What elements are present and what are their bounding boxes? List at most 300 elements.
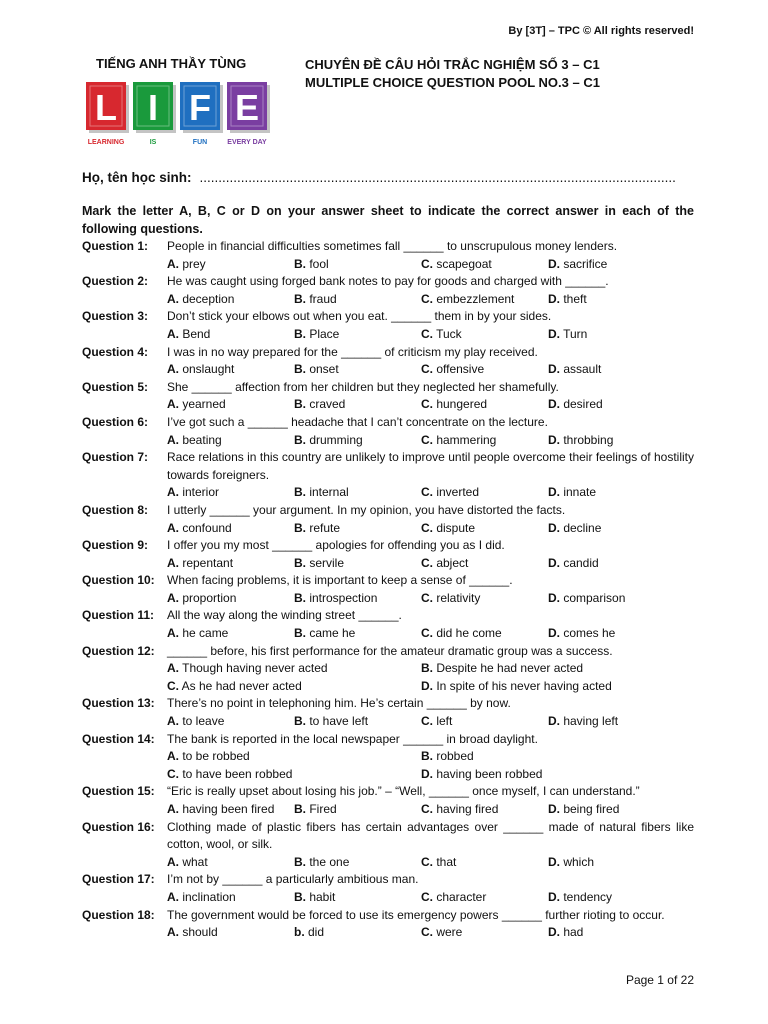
option-letter: C. [167,766,179,781]
option-letter: C. [421,626,433,641]
option-letter: D. [548,362,560,377]
option-letter: A. [167,520,179,535]
question-item [82,819,694,872]
answer-options [167,361,694,379]
answer-option [167,801,294,819]
option-text: proportion [179,590,237,605]
option-text: comes he [560,626,616,641]
answer-option [294,361,421,379]
option-letter: C. [421,555,433,570]
answer-option [294,396,421,414]
option-letter: C. [421,802,433,816]
answer-option [167,766,421,784]
option-text: to have been robbed [179,766,293,781]
answer-option [294,924,421,942]
answer-option [167,854,294,872]
option-letter: A. [167,432,179,447]
answer-option [421,924,548,942]
answer-option [548,590,694,608]
option-letter: D. [421,766,433,781]
option-letter: B. [294,432,306,447]
question-stem: He was caught using forged bank notes to pay for goods and charged with ______. [167,274,609,289]
option-text: had [560,925,584,940]
question-label: Question 18: [82,907,155,922]
answer-option [548,256,694,274]
answer-option [548,396,694,414]
option-letter: C. [421,714,433,729]
option-letter: C. [421,326,433,341]
question-body [167,643,694,696]
question-label: Question 7: [82,450,149,465]
option-letter: A. [167,889,179,904]
option-text: embezzlement [433,291,515,306]
option-letter: D. [548,802,560,816]
answer-option [421,854,548,872]
answer-option [294,801,421,819]
question-stem: She ______ affection from her children but they neglected her shamefully. [167,379,559,394]
option-letter: B. [294,520,306,535]
answer-options [167,801,694,819]
option-text: offensive [433,362,485,377]
question-item [82,344,694,379]
option-text: beating [179,432,222,447]
option-letter: A. [167,397,179,412]
answer-option [294,291,421,309]
option-letter: b. [294,925,305,940]
option-text: Though having never acted [179,661,328,676]
question-body [167,607,694,642]
answer-option [421,291,548,309]
question-body [167,572,694,607]
answer-option [167,361,294,379]
answer-option [421,396,548,414]
answer-option [294,256,421,274]
answer-option [421,660,694,678]
answer-option [548,801,694,819]
answer-option [548,625,694,643]
option-text: introspection [306,590,378,605]
option-letter: B. [294,555,306,570]
question-stem: I’m not by ______ a particularly ambitious man. [167,872,419,887]
answer-options [167,924,694,942]
answer-option [294,590,421,608]
answer-option [421,889,548,907]
question-item [82,379,694,414]
answer-option [421,484,548,502]
question-body [167,819,694,872]
question-label: Question 8: [82,502,149,517]
answer-options [167,555,694,573]
answer-options [167,432,694,450]
option-text: sacrifice [560,256,608,271]
option-text: repentant [179,555,234,570]
option-letter: D. [548,889,560,904]
option-letter: A. [167,362,179,377]
answer-option [294,889,421,907]
question-body [167,238,694,273]
option-text: did he come [433,626,502,641]
answer-option [421,590,548,608]
option-text: Tuck [433,326,462,341]
option-letter: B. [421,661,433,676]
question-stem: There’s no point in telephoning him. He’s certain ______ by now. [167,696,511,711]
option-text: he came [179,626,229,641]
question-stem: I was in no way prepared for the ______ of criticism my play received. [167,344,538,359]
question-item [82,238,694,273]
question-item [82,414,694,449]
question-stem: Don’t stick your elbows out when you eat. ______ them in by your sides. [167,309,552,324]
question-item [82,449,694,502]
option-letter: A. [167,802,179,816]
question-label: Question 9: [82,538,149,553]
answer-option [548,361,694,379]
answer-options [167,396,694,414]
title-line-vietnamese: CHUYÊN ĐỀ CÂU HỎI TRẮC NGHIỆM SỐ 3 – C1 [305,57,600,72]
answer-option [167,555,294,573]
option-letter: A. [167,590,179,605]
answer-option [167,432,294,450]
option-text: yearned [179,397,226,412]
question-label: Question 1: [82,239,149,253]
question-label: Question 10: [82,573,155,588]
option-text: fool [306,256,329,271]
answer-option [421,713,548,731]
option-text: having left [560,714,619,729]
answer-option [294,555,421,573]
option-text: hammering [433,432,497,447]
question-label: Question 5: [82,379,149,394]
question-stem: All the way along the winding street ______. [167,608,402,623]
option-text: character [433,889,487,904]
answer-option [294,713,421,731]
question-label: Question 11: [82,608,155,623]
answer-option [421,625,548,643]
question-stem: The bank is reported in the local newspaper ______ in broad daylight. [167,731,538,746]
question-body [167,502,694,537]
question-stem: I’ve got such a ______ headache that I can’t concentrate on the lecture. [167,414,548,429]
option-text: candid [560,555,599,570]
option-letter: A. [167,854,179,869]
option-letter: B. [294,397,306,412]
answer-option [294,432,421,450]
option-text: robbed [433,749,474,764]
logo-caption: FUN [192,139,208,146]
answer-option [167,889,294,907]
question-stem: ______ before, his first performance for the amateur dramatic group was a success. [167,643,613,658]
option-text: were [433,925,463,940]
logo-letter: F [189,87,211,128]
option-letter: D. [548,854,560,869]
option-text: what [179,854,208,869]
option-text: that [433,854,457,869]
option-letter: A. [167,555,179,570]
life-logo [84,82,274,148]
option-letter: C. [421,291,433,306]
answer-options [167,256,694,274]
answer-option [421,748,694,766]
question-label: Question 13: [82,696,155,711]
question-body [167,871,694,906]
answer-option [548,555,694,573]
question-item [82,695,694,730]
answer-option [167,484,294,502]
option-text: dispute [433,520,476,535]
answer-option [294,854,421,872]
option-text: scapegoat [433,256,492,271]
option-letter: C. [421,397,433,412]
option-letter: B. [294,256,306,271]
answer-option [548,432,694,450]
option-letter: D. [548,925,560,940]
question-label: Question 3: [82,309,149,324]
option-text: As he had never acted [179,678,302,693]
question-stem: “Eric is really upset about losing his job.” – “Well, ______ once myself, I can understand.” [167,784,640,799]
option-text: to leave [179,714,225,729]
answer-option [421,555,548,573]
logo-letter: I [147,87,159,128]
option-text: interior [179,485,220,500]
answer-option [167,748,421,766]
option-text: hungered [433,397,488,412]
option-letter: B. [294,626,306,641]
question-stem: Clothing made of plastic fibers has certain advantages over ______ made of natural fibers like cotton, wool, or silk. [167,819,694,852]
answer-option [167,924,294,942]
option-text: relativity [433,590,481,605]
logo-caption: EVERY DAY [227,139,267,146]
option-text: comparison [560,590,626,605]
student-name-field [82,170,694,185]
option-text: craved [306,397,346,412]
answer-options [167,660,694,695]
option-text: having been robbed [433,766,543,781]
option-letter: B. [294,854,306,869]
logo-block [133,82,176,146]
document-title [305,56,600,92]
option-letter: B. [294,485,306,500]
answer-option [294,326,421,344]
question-stem: When facing problems, it is important to keep a sense of ______. [167,573,513,588]
option-text: drumming [306,432,363,447]
option-letter: A. [167,326,179,341]
question-body [167,344,694,379]
question-label: Question 12: [82,643,155,658]
option-text: abject [433,555,469,570]
option-letter: B. [294,291,306,306]
brand-name: TIẾNG ANH THẦY TÙNG [96,56,247,71]
answer-option [294,625,421,643]
answer-option [421,766,694,784]
question-item [82,273,694,308]
option-letter: D. [548,485,560,500]
option-text: to have left [306,714,369,729]
logo-block [86,82,129,146]
question-item [82,537,694,572]
question-item [82,572,694,607]
option-letter: D. [548,256,560,271]
answer-option [548,889,694,907]
option-text: Bend [179,326,211,341]
option-letter: D. [548,590,560,605]
logo-letter: L [95,87,117,128]
option-letter: A. [167,485,179,500]
answer-option [294,484,421,502]
question-item [82,871,694,906]
answer-options [167,484,694,502]
answer-options [167,854,694,872]
answer-option [167,326,294,344]
question-body [167,783,694,818]
answer-option [167,256,294,274]
answer-option [167,396,294,414]
question-item [82,607,694,642]
option-letter: B. [294,889,306,904]
question-stem: I utterly ______ your argument. In my opinion, you have distorted the facts. [167,502,566,517]
question-item [82,731,694,784]
question-item [82,643,694,696]
option-text: being fired [560,802,620,816]
option-letter: C. [421,889,433,904]
option-text: came he [306,626,356,641]
answer-option [167,713,294,731]
answer-options [167,520,694,538]
option-letter: D. [548,432,560,447]
option-text: inverted [433,485,480,500]
question-item [82,308,694,343]
answer-options [167,889,694,907]
option-letter: A. [167,626,179,641]
option-text: In spite of his never having acted [433,678,612,693]
answer-options [167,291,694,309]
copyright-notice: By [3T] – TPC © All rights reserved! [508,25,694,37]
logo-caption: LEARNING [87,139,125,146]
answer-option [548,484,694,502]
option-text: onset [306,362,339,377]
question-label: Question 14: [82,731,155,746]
option-text: decline [560,520,602,535]
option-letter: B. [294,590,306,605]
question-label: Question 6: [82,414,149,429]
option-letter: D. [421,678,433,693]
option-text: onslaught [179,362,235,377]
option-text: innate [560,485,597,500]
answer-options [167,748,694,783]
option-letter: B. [421,749,433,764]
answer-option [421,520,548,538]
option-letter: D. [548,291,560,306]
option-letter: A. [167,661,179,676]
question-stem: The government would be forced to use its emergency powers ______ further rioting to occur. [167,907,665,922]
logo-caption: IS [149,139,157,146]
question-label: Question 4: [82,344,149,359]
option-text: which [560,854,595,869]
answer-options [167,590,694,608]
answer-option [167,660,421,678]
option-letter: A. [167,925,179,940]
option-text: Place [306,326,340,341]
question-item [82,907,694,942]
answer-option [421,256,548,274]
option-text: assault [560,362,602,377]
option-text: internal [306,485,349,500]
question-item [82,783,694,818]
answer-option [548,520,694,538]
question-label: Question 15: [82,784,155,799]
option-text: deception [179,291,235,306]
answer-option [421,326,548,344]
option-letter: A. [167,256,179,271]
option-letter: C. [421,362,433,377]
option-text: prey [179,256,206,271]
question-body [167,907,694,942]
question-item [82,502,694,537]
option-letter: C. [421,432,433,447]
option-letter: D. [548,326,560,341]
question-stem: Race relations in this country are unlikely to improve until people overcome their feelings of hostility towards foreigners. [167,450,694,482]
logo-block [227,82,270,146]
answer-option [421,432,548,450]
question-label: Question 17: [82,872,155,887]
option-letter: C. [421,925,433,940]
question-body [167,731,694,784]
answer-option [167,625,294,643]
option-text: refute [306,520,341,535]
answer-option [167,590,294,608]
answer-option [167,678,421,696]
option-text: did [304,925,325,940]
option-letter: C. [421,590,433,605]
option-text: to be robbed [179,749,250,764]
option-letter: D. [548,520,560,535]
answer-option [548,291,694,309]
option-letter: D. [548,714,560,729]
option-letter: C. [167,678,179,693]
student-name-dotted-line: ............................................................................................................................... [199,170,676,185]
option-text: having fired [433,802,499,816]
option-text: inclination [179,889,236,904]
option-text: theft [560,291,587,306]
option-text: tendency [560,889,613,904]
answer-option [548,713,694,731]
question-body [167,308,694,343]
student-name-label: Họ, tên học sinh: [82,170,192,185]
option-text: Fired [306,802,337,816]
option-letter: C. [421,520,433,535]
answer-option [548,326,694,344]
question-stem: I offer you my most ______ apologies for offending you as I did. [167,538,505,553]
option-text: habit [306,889,336,904]
option-text: confound [179,520,232,535]
logo-letter: E [234,87,260,128]
option-text: servile [306,555,345,570]
option-letter: C. [421,256,433,271]
option-letter: B. [294,802,306,816]
question-body [167,695,694,730]
answer-option [548,854,694,872]
question-list [82,238,694,942]
question-label: Question 2: [82,274,149,289]
answer-options [167,713,694,731]
question-body [167,273,694,308]
answer-options [167,625,694,643]
question-body [167,379,694,414]
answer-option [294,520,421,538]
question-body [167,537,694,572]
logo-block [180,82,223,146]
option-letter: B. [294,326,306,341]
option-text: desired [560,397,603,412]
question-body [167,449,694,502]
question-label: Question 16: [82,819,155,834]
